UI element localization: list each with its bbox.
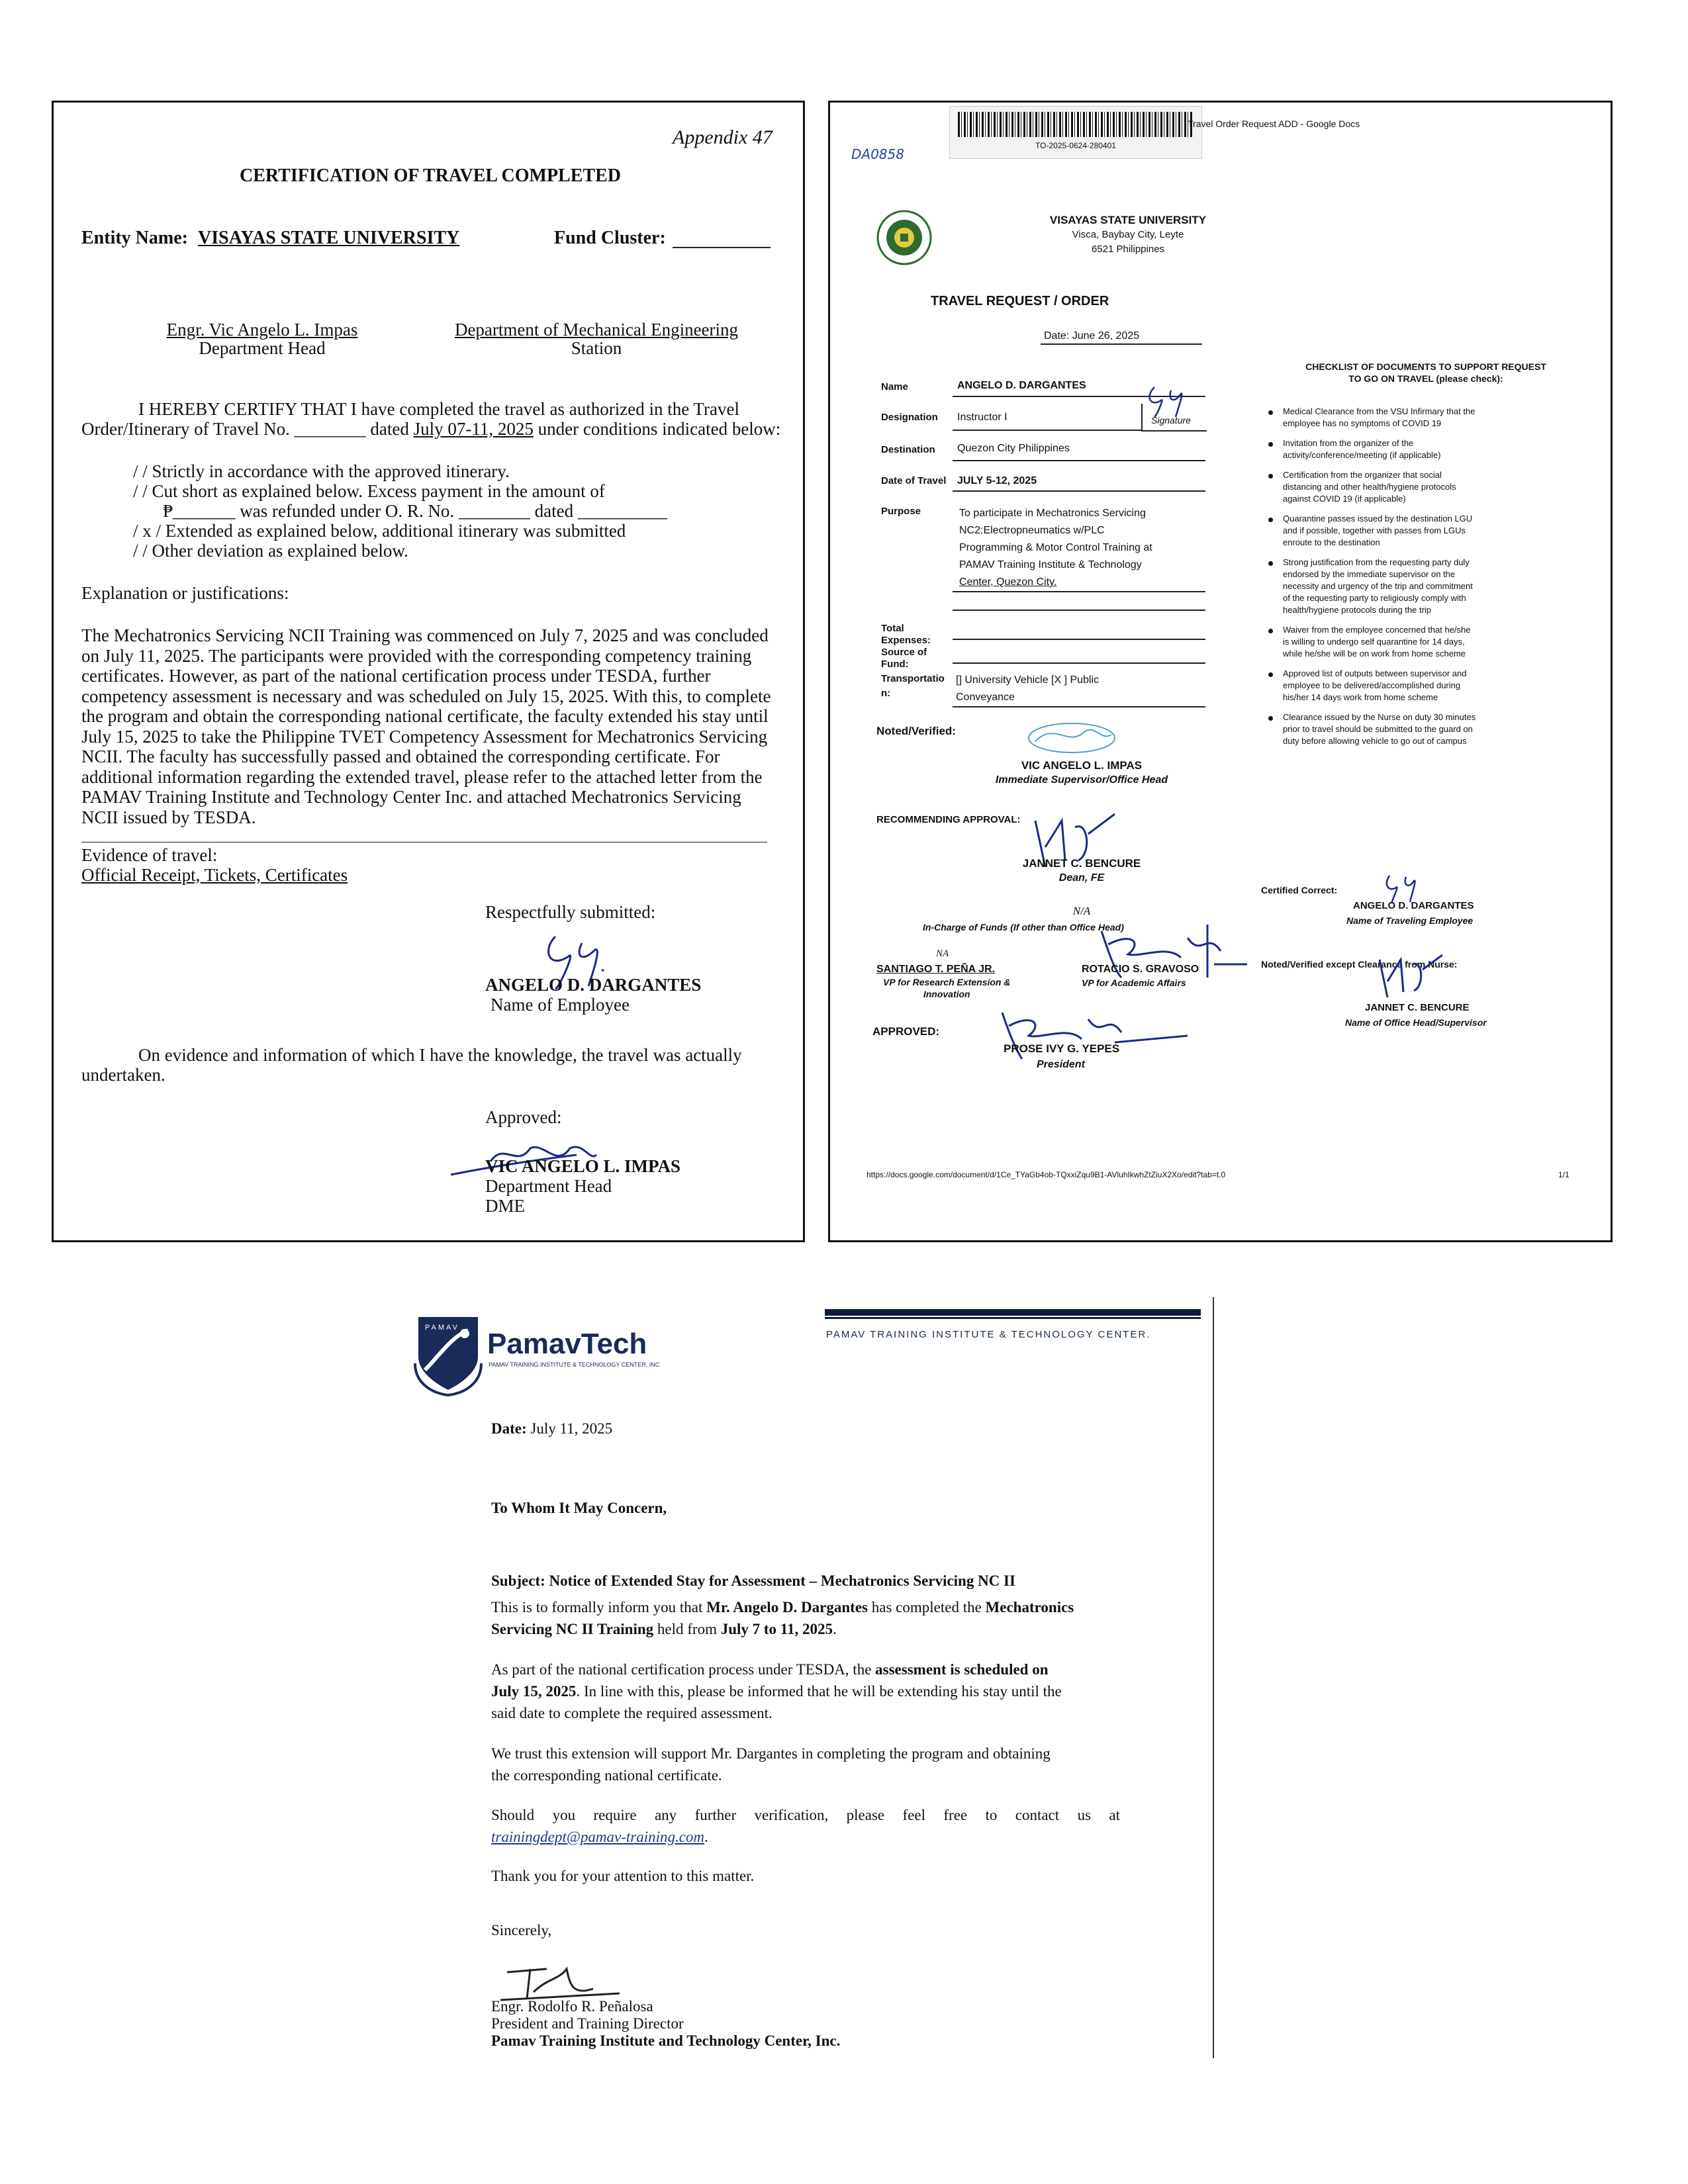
bullet-icon bbox=[1268, 410, 1273, 415]
checklist-item-line: duty before allowing vehicle to go out of campus bbox=[1283, 736, 1467, 746]
checklist-item-line: necessity and urgency of the trip and commitment bbox=[1283, 581, 1473, 591]
noted-nurse-label: Noted/Verified except Clearance from Nurse: bbox=[1261, 959, 1458, 970]
date-of-travel-value: JULY 5-12, 2025 bbox=[957, 475, 1037, 486]
certify-line-1: I HEREBY CERTIFY THAT I have completed the travel as authorized in the Travel bbox=[138, 399, 739, 419]
designation-value: Instructor I bbox=[957, 412, 1008, 423]
explanation-body: The Mechatronics Servicing NCII Training was commenced on July 7, 2025 and was concluded on July 11, 2025. The participants were provided with the corresponding competency training certificates. However, as part of the national certification process under TESDA, further competency assessment is necessary and was scheduled on July 15, 2025. With this, to complete the program and obtain the corresponding national certificate, the faculty extended his stay until July 15, 2025 to take the Philippine TVET Competency Assessment for Mechatronics Servicing NCII. The faculty has successfully passed and obtained the corresponding certificate. For additional information regarding the extended travel, please refer to the attached letter from the PAMAV Training Institute and Technology Center Inc. and attached Mechatronics Servicing NCII issued by TESDA. bbox=[81, 625, 771, 827]
checklist-item-line: activity/conference/meeting (if applicable) bbox=[1283, 450, 1441, 460]
entity-name-value: VISAYAS STATE UNIVERSITY bbox=[198, 228, 460, 248]
checklist-item-line: employee has no symptoms of COVID 19 bbox=[1283, 418, 1442, 428]
in-charge-funds-label: In-Charge of Funds (If other than Office Head) bbox=[923, 922, 1124, 933]
source-of-fund-label: Source of Fund: bbox=[881, 647, 927, 670]
checklist-item-line: Medical Clearance from the VSU Infirmary that the bbox=[1283, 406, 1476, 416]
designation-label: Designation bbox=[881, 412, 938, 423]
bullet-icon bbox=[1268, 474, 1273, 478]
approved-label: APPROVED: bbox=[872, 1025, 940, 1038]
employee-name: ANGELO D. DARGANTES bbox=[485, 975, 702, 995]
checklist-item-line: Approved list of outputs between supervisor and bbox=[1283, 668, 1467, 678]
approver-dept: DME bbox=[485, 1196, 525, 1216]
checklist-item-line: Waiver from the employee concerned that he/she bbox=[1283, 625, 1471, 635]
purpose-value: To participate in Mechatronics Servicing NC2:Electropneumatics w/PLC Programming & Motor Control Training at PAMAV Training Institute & Technology Center, Quezon City. bbox=[959, 508, 1152, 588]
checklist-item-line: against COVID 19 (if applicable) bbox=[1283, 494, 1406, 504]
checklist-item-line: his/her 14 days work from home scheme bbox=[1283, 692, 1438, 702]
paragraph-2: As part of the national certification process under TESDA, the assessment is scheduled on July 15, 2025. In line with this, please be informed that he will be extending his stay until the said date to complete the required assessment. bbox=[491, 1661, 1062, 1721]
checklist-item-line: endorsed by the immediate supervisor on the bbox=[1283, 569, 1456, 579]
checklist-item-line: Strong justification from the requesting party duly bbox=[1283, 557, 1470, 567]
evidence-value: Official Receipt, Tickets, Certificates bbox=[81, 865, 348, 885]
signer-role: President and Training Director bbox=[491, 2015, 684, 2032]
purpose-line-2 bbox=[953, 610, 1205, 611]
subject: Subject: Notice of Extended Stay for Assessment – Mechatronics Servicing NC II bbox=[491, 1572, 1015, 1589]
approver-role: Department Head bbox=[485, 1176, 612, 1196]
right-edge-line bbox=[1213, 1297, 1214, 2058]
paragraph-3: We trust this extension will support Mr. Dargantes in completing the program and obtaining the corresponding national certificate. bbox=[491, 1745, 1051, 1784]
checklist-item-line: enroute to the destination bbox=[1283, 537, 1380, 547]
docs-header: Travel Order Request ADD - Google Docs bbox=[1188, 118, 1360, 129]
na-funds: N/A bbox=[1072, 905, 1091, 917]
transportation-line bbox=[953, 706, 1205, 707]
cert-title: CERTIFICATION OF TRAVEL COMPLETED bbox=[240, 165, 621, 186]
university-address-1: Visca, Baybay City, Leyte bbox=[1072, 229, 1184, 240]
vpaa-role: VP for Academic Affairs bbox=[1082, 978, 1186, 988]
date-of-travel-line bbox=[953, 490, 1205, 492]
paragraph-5: Thank you for your attention to this matter. bbox=[491, 1868, 755, 1884]
vpre-name: SANTIAGO T. PEÑA JR. bbox=[876, 964, 995, 975]
name-value: ANGELO D. DARGANTES bbox=[957, 380, 1086, 391]
certification-of-travel-panel bbox=[52, 101, 805, 1242]
supervisor-2-name: JANNET C. BENCURE bbox=[1365, 1002, 1470, 1013]
closing: Sincerely, bbox=[491, 1922, 552, 1938]
checklist-item-line: Clearance issued by the Nurse on duty 30 minutes bbox=[1283, 712, 1476, 722]
recommending-approval-label: RECOMMENDING APPROVAL: bbox=[876, 814, 1021, 825]
handwritten-number: DA0858 bbox=[851, 146, 904, 162]
vsu-seal-icon bbox=[876, 210, 932, 265]
purpose-line-1 bbox=[953, 591, 1205, 592]
order-date: Date: June 26, 2025 bbox=[1044, 330, 1140, 341]
supervisor-role: Immediate Supervisor/Office Head bbox=[995, 774, 1168, 786]
option-refund: ₱_______ was refunded under O. R. No. ________ dated __________ bbox=[163, 501, 667, 521]
transportation-label: Transportatio n: bbox=[881, 673, 945, 699]
barcode-sticker bbox=[949, 106, 1202, 159]
approver-name: VIC ANGELO L. IMPAS bbox=[485, 1156, 681, 1176]
bullet-icon bbox=[1268, 672, 1273, 677]
footer-url[interactable]: https://docs.google.com/document/d/1Ce_TYaGb4ob-TQxxiZqu9B1-AVluhIkwhZtZiuX2Xo/edit?tab=t.0 bbox=[867, 1170, 1226, 1179]
supervisor-2-signature bbox=[1366, 950, 1446, 1003]
president-role: President bbox=[1037, 1059, 1085, 1070]
checklist-title: CHECKLIST OF DOCUMENTS TO SUPPORT REQUEST TO GO ON TRAVEL (please check): bbox=[1305, 361, 1546, 384]
vpaa-name: ROTACIO S. GRAVOSO bbox=[1082, 964, 1199, 975]
requester-signature bbox=[1141, 381, 1201, 420]
header-bar bbox=[825, 1309, 1201, 1316]
designation-line bbox=[953, 430, 1141, 431]
bullet-icon bbox=[1268, 561, 1273, 566]
department-head-role: Department Head bbox=[199, 338, 326, 358]
barcode-text: TO-2025-0624-280401 bbox=[1035, 141, 1116, 150]
signature-label: Signature bbox=[1151, 415, 1191, 426]
appendix-label: Appendix 47 bbox=[673, 126, 773, 148]
letter-date: Date: July 11, 2025 bbox=[491, 1420, 613, 1437]
bullet-icon bbox=[1268, 442, 1273, 447]
salutation: To Whom It May Concern, bbox=[491, 1500, 667, 1516]
evidence-statement-2: undertaken. bbox=[81, 1065, 165, 1085]
destination-label: Destination bbox=[881, 444, 935, 455]
traveler-name: ANGELO D. DARGANTES bbox=[1353, 900, 1474, 911]
checklist-item-line: and if possible, together with passes from LGUs bbox=[1283, 525, 1466, 535]
entity-name-label: Entity Name: bbox=[81, 228, 188, 248]
option-strictly: / / Strictly in accordance with the approved itinerary. bbox=[133, 461, 510, 481]
checklist-item-line: Invitation from the organizer of the bbox=[1283, 438, 1414, 448]
department-head-name: Engr. Vic Angelo L. Impas bbox=[166, 320, 358, 340]
evidence-statement-1: On evidence and information of which I have the knowledge, the travel was actually bbox=[138, 1045, 742, 1065]
barcode-icon bbox=[958, 112, 1193, 137]
approved-label: Approved: bbox=[485, 1107, 562, 1127]
checklist-item-line: employee to be delivered/accomplished during bbox=[1283, 680, 1461, 690]
pamav-letter-panel bbox=[401, 1297, 1214, 2098]
supervisor-signature bbox=[1022, 715, 1121, 761]
signer-org: Pamav Training Institute and Technology Center, Inc. bbox=[491, 2032, 841, 2049]
transportation-value: [] University Vehicle [X ] Public Conveyance bbox=[956, 674, 1100, 703]
dean-name: JANNET C. BENCURE bbox=[1022, 857, 1141, 870]
explanation-label: Explanation or justifications: bbox=[81, 583, 289, 603]
checklist-item-line: prior to travel should be submitted to the guard on bbox=[1283, 724, 1473, 734]
shield-text: PAMAV bbox=[425, 1324, 459, 1332]
fund-cluster-line bbox=[673, 247, 771, 248]
bullet-icon bbox=[1268, 518, 1273, 522]
destination-value: Quezon City Philippines bbox=[957, 443, 1070, 454]
footer-page: 1/1 bbox=[1558, 1170, 1570, 1179]
certify-line-2: Order/Itinerary of Travel No. ________ dated July 07-11, 2025 under conditions indicated below: bbox=[81, 419, 781, 439]
pamavtech-logo-subtext: PAMAV TRAINING INSTITUTE & TECHNOLOGY CENTER, INC bbox=[489, 1361, 660, 1368]
purpose-label: Purpose bbox=[881, 506, 921, 517]
option-extended: / x / Extended as explained below, additional itinerary was submitted bbox=[133, 521, 626, 541]
employee-role: Name of Employee bbox=[491, 995, 630, 1015]
station-label: Station bbox=[571, 338, 622, 358]
checklist-item-line: Certification from the organizer that social bbox=[1283, 470, 1442, 480]
destination-line bbox=[953, 460, 1205, 461]
checklist-item-line: health/hygiene protocols during the trip bbox=[1283, 605, 1432, 615]
evidence-label: Evidence of travel: bbox=[81, 845, 218, 865]
president-name: PROSE IVY G. YEPES bbox=[1004, 1042, 1120, 1055]
station-name: Department of Mechanical Engineering bbox=[454, 320, 739, 340]
signer-name: Engr. Rodolfo R. Peñalosa bbox=[491, 1998, 653, 2015]
supervisor-2-role: Name of Office Head/Supervisor bbox=[1345, 1017, 1487, 1028]
checklist-item-line: while he/she will be on work from home scheme bbox=[1283, 649, 1466, 659]
header-bar-thin bbox=[825, 1317, 1201, 1319]
date-of-travel-label: Date of Travel bbox=[881, 475, 947, 486]
traveler-role: Name of Traveling Employee bbox=[1346, 915, 1474, 926]
checklist-item-line: distancing and other health/hygiene protocols bbox=[1283, 482, 1456, 492]
dean-role: Dean, FE bbox=[1058, 872, 1105, 884]
checklist-item-line: of the requesting party to religiously comply with bbox=[1283, 593, 1466, 603]
checklist-item-line: Quarantine passes issued by the destination LGU bbox=[1283, 514, 1473, 523]
header-org: PAMAV TRAINING INSTITUTE & TECHNOLOGY CENTER. bbox=[826, 1329, 1151, 1340]
order-date-line bbox=[1041, 343, 1202, 345]
supervisor-name: VIC ANGELO L. IMPAS bbox=[1021, 759, 1143, 772]
option-other: / / Other deviation as explained below. bbox=[133, 541, 408, 561]
bullet-icon bbox=[1268, 629, 1273, 633]
noted-verified-label: Noted/Verified: bbox=[876, 725, 956, 737]
bullet-icon bbox=[1268, 716, 1273, 721]
university-name: VISAYAS STATE UNIVERSITY bbox=[1049, 214, 1207, 226]
respectfully-submitted: Respectfully submitted: bbox=[485, 902, 656, 922]
checklist-item-line: is willing to undergo self quarantine for 14 days, bbox=[1283, 637, 1465, 647]
paragraph-4: Should you require any further verification, please feel free to contact us at trainingdept@pamav-training.com. bbox=[491, 1807, 1120, 1845]
certified-correct-label: Certified Correct: bbox=[1261, 885, 1338, 895]
contact-email-link[interactable]: trainingdept@pamav-training.com bbox=[491, 1829, 705, 1845]
pamavtech-logo-text: PamavTech bbox=[487, 1328, 647, 1360]
name-label: Name bbox=[881, 381, 908, 392]
na-vpre: NA bbox=[936, 948, 949, 959]
fund-cluster-label: Fund Cluster: bbox=[554, 228, 666, 248]
total-expenses-line bbox=[953, 639, 1205, 640]
vpre-role: VP for Research Extension & Innovation bbox=[883, 977, 1011, 999]
option-cut-short: / / Cut short as explained below. Excess payment in the amount of bbox=[133, 481, 605, 501]
paragraph-1: This is to formally inform you that Mr. Angelo D. Dargantes has completed the Mechatronics Servicing NC II Training held from July 7 to 11, 2025. bbox=[491, 1599, 1074, 1637]
total-expenses-label: Total Expenses: bbox=[881, 623, 931, 646]
university-address-2: 6521 Philippines bbox=[1091, 244, 1165, 255]
source-of-fund-line bbox=[953, 662, 1205, 664]
travel-order-panel bbox=[828, 101, 1613, 1242]
travel-order-title: TRAVEL REQUEST / ORDER bbox=[931, 294, 1109, 308]
